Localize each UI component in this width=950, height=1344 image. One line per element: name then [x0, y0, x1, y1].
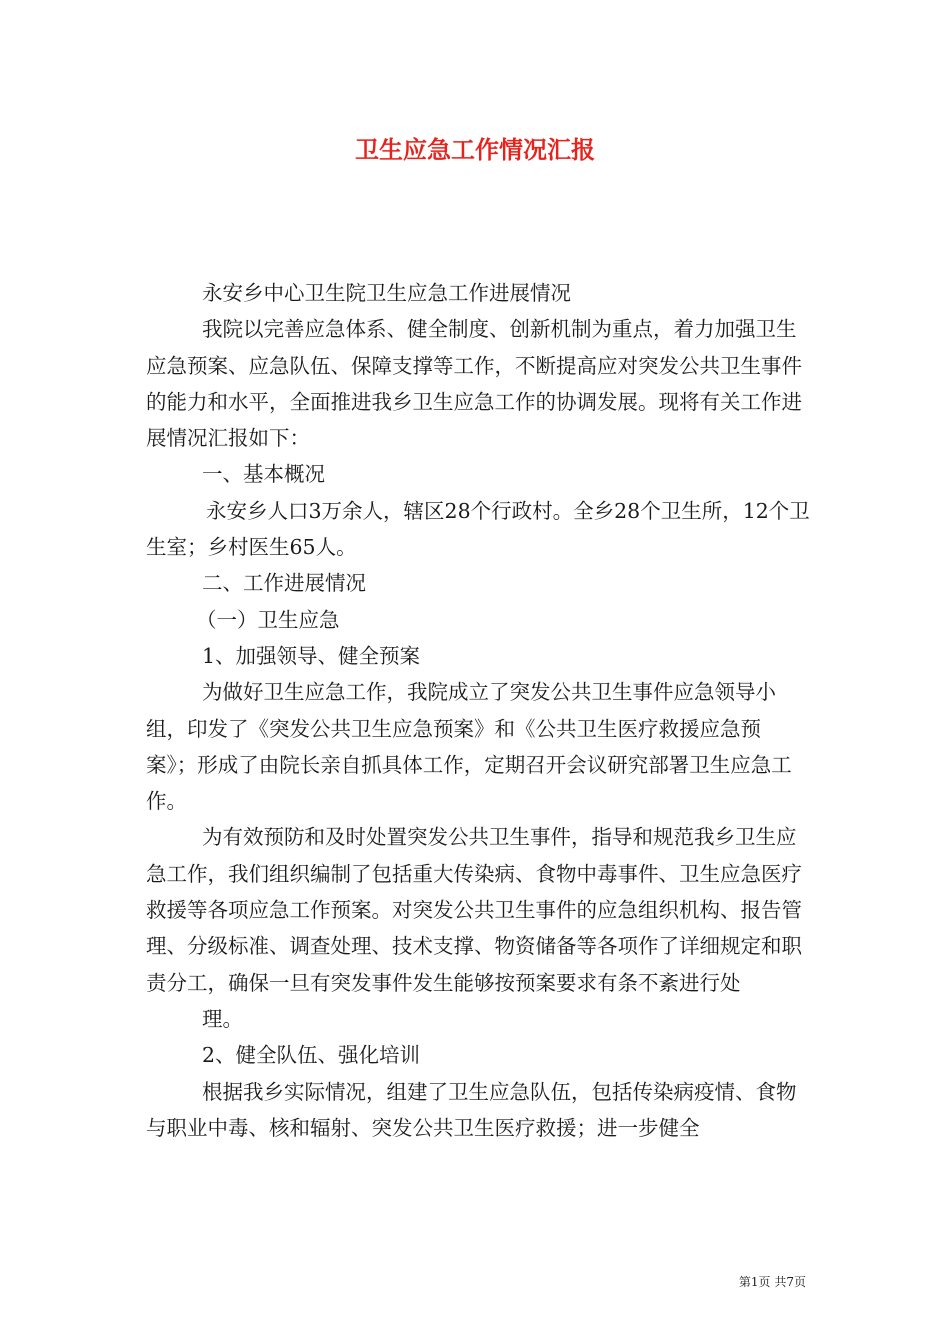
paragraph-leadership: 为做好卫生应急工作，我院成立了突发公共卫生事件应急领导小组，印发了《突发公共卫生应急预案》和《公共卫生医疗救援应急预案》；形成了由院长亲自抓具体工作，定期召开会议研究部署卫生应急工作。 — [146, 680, 792, 814]
page-number: 第1页 共7页 — [738, 1275, 806, 1289]
heading-work-progress: 二、工作进展情况 — [202, 571, 366, 596]
document-body — [146, 275, 812, 1146]
paragraph-continuation: 理。 — [202, 1006, 243, 1031]
paragraph-team: 根据我乡实际情况，组建了卫生应急队伍，包括传染病疫情、食物与职业中毒、核和辐射、突发公共卫生医疗救援；进一步健全 — [146, 1079, 797, 1140]
paragraph-subtitle: 永安乡中心卫生院卫生应急工作进展情况 — [202, 281, 571, 305]
paragraph-prevention: 为有效预防和及时处置突发公共卫生事件，指导和规范我乡卫生应急工作，我们组织编制了包括重大传染病、食物中毒事件、卫生应急医疗救援等各项应急工作预案。对突发公共卫生事件的应急组织机构、报告管理、分级标准、调查处理、技术支撑、物资储备等各项作了详细规定和职责分工，确保一旦有突发事件发生能够按预案要求有条不紊进行处 — [146, 825, 802, 995]
heading-basic-overview: 一、基本概况 — [202, 462, 325, 487]
paragraph-intro: 我院以完善应急体系、健全制度、创新机制为重点，着力加强卫生应急预案、应急队伍、保障支撑等工作，不断提高应对突发公共卫生事件的能力和水平，全面推进我乡卫生应急工作的协调发展。现将有关工作进展情况汇报如下： — [146, 317, 802, 451]
document-title: 卫生应急工作情况汇报 — [355, 135, 595, 164]
paragraph-population: 永安乡人口3万余人，辖区28个行政村。全乡28个卫生所，12个卫生室；乡村医生65人。 — [146, 498, 810, 560]
heading-leadership-plans: 1、加强领导、健全预案 — [202, 643, 421, 668]
heading-health-emergency: （一）卫生应急 — [196, 607, 340, 632]
heading-team-training: 2、健全队伍、强化培训 — [202, 1043, 421, 1068]
